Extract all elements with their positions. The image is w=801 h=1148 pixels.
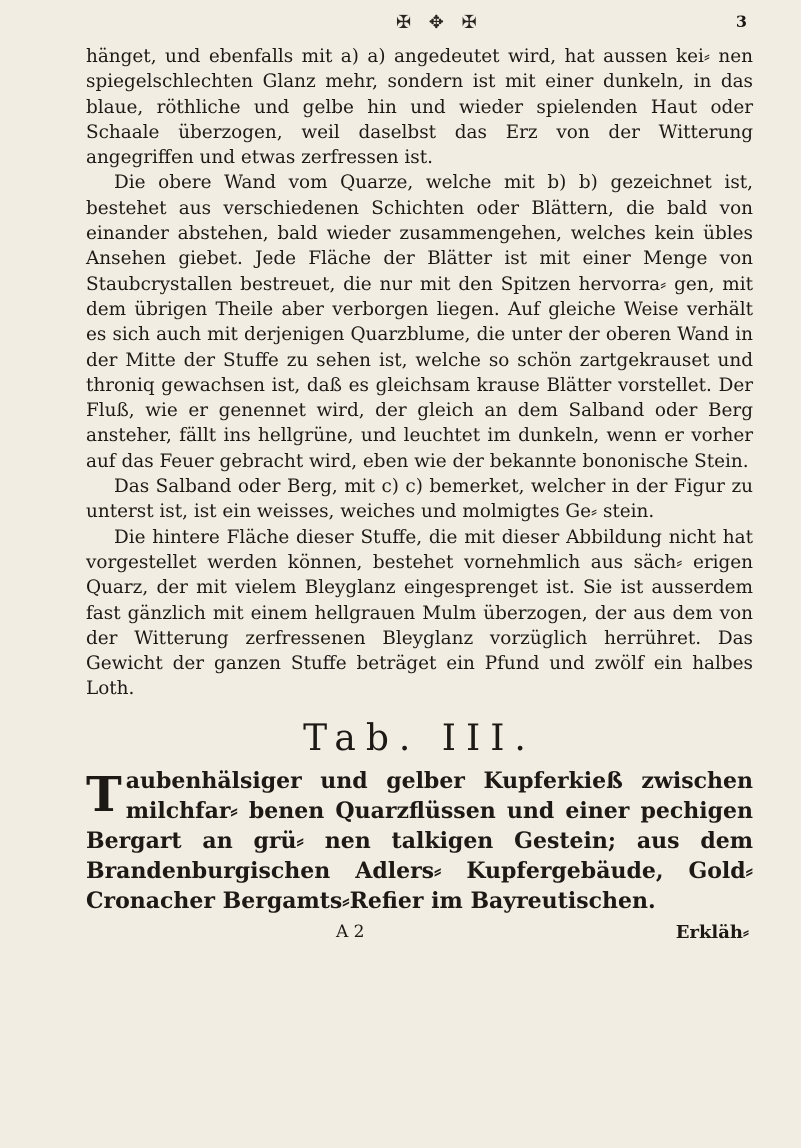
page-footer: [86, 920, 753, 950]
paragraph-upper-wall: Die obere Wand vom Quarze, welche mit b) b) gezeichnet ist, bestehet aus verschiedenen Schichten oder Blättern, die bald von einander abstehen, bald wieder zusammengehen, welches kein übles Ansehen giebet. Jede Fläche der Blätter ist mit einer Menge von Staubcrystallen bestreuet, die nur mit den Spitzen hervorra⸗ gen, mit dem übrigen Theile aber verborgen liegen. Auf gleiche Weise verhält es sich auch mit derjenigen Quarzblume, die unter der oberen Wand in der Mitte der Stuffe zu sehen ist, welche so schön zartgekrauset und throniq gewachsen ist, daß es gleichsam krause Blätter vorstellet. Der Fluß, wie er genennet wird, der gleich an dem Salband oder Berg ansteher, fällt ins hellgrüne, und leuchtet im dunkeln, wenn er vorher auf das Feuer gebracht wird, eben wie der bekannte bononische Stein.: [86, 172, 753, 472]
table-heading: Tab. III.: [303, 717, 536, 759]
header-ornament: ✠ ✥ ✠: [396, 12, 483, 33]
paragraph-continuation: hänget, und ebenfalls mit a) a) angedeutet wird, hat aussen kei⸗ nen spiegelschlechten Glanz mehr, sondern ist mit einer dunkeln, in das blaue, röthliche und gelbe hin und wieder spielenden Haut oder Schaale überzogen, weil daselbst das Erz von der Witterung angegriffen und etwas zerfressen ist.: [86, 46, 753, 169]
signature-mark: A 2: [336, 921, 365, 942]
caption-dropcap: T: [86, 766, 122, 823]
caption-text: aubenhälsiger und gelber Kupferkieß zwischen milchfar⸗ benen Quarzflüssen und einer pechigen Bergart an grü⸗ nen talkigen Gestein; aus dem Brandenburgischen Adlers⸗ Kupfergebäude, Gold⸗Cronacher Bergamts⸗Refier im Bayreutischen.: [86, 767, 753, 914]
paragraph-salband: Das Salband oder Berg, mit c) c) bemerket, welcher in der Figur zu unterst ist, ist ein weisses, weiches und molmigtes Ge⸗ stein.: [86, 476, 753, 523]
page-number: 3: [735, 12, 747, 31]
catchword: Erkläh⸗: [675, 921, 749, 943]
page-header: [86, 10, 753, 36]
plate-caption: [86, 766, 753, 916]
paragraph-rear-face: Die hintere Fläche dieser Stuffe, die mit dieser Abbildung nicht hat vorgestellet werden können, bestehet vornehmlich aus säch⸗ erigen Quarz, der mit vielem Bleyglanz eingesprenget ist. Sie ist ausserdem fast gänzlich mit einem hellgrauen Mulm überzogen, der aus dem von der Witterung zerfressenen Bleyglanz vorzüglich herrühret. Das Gewicht der ganzen Stuffe beträget ein Pfund und zwölf ein halbes Loth.: [86, 526, 753, 700]
